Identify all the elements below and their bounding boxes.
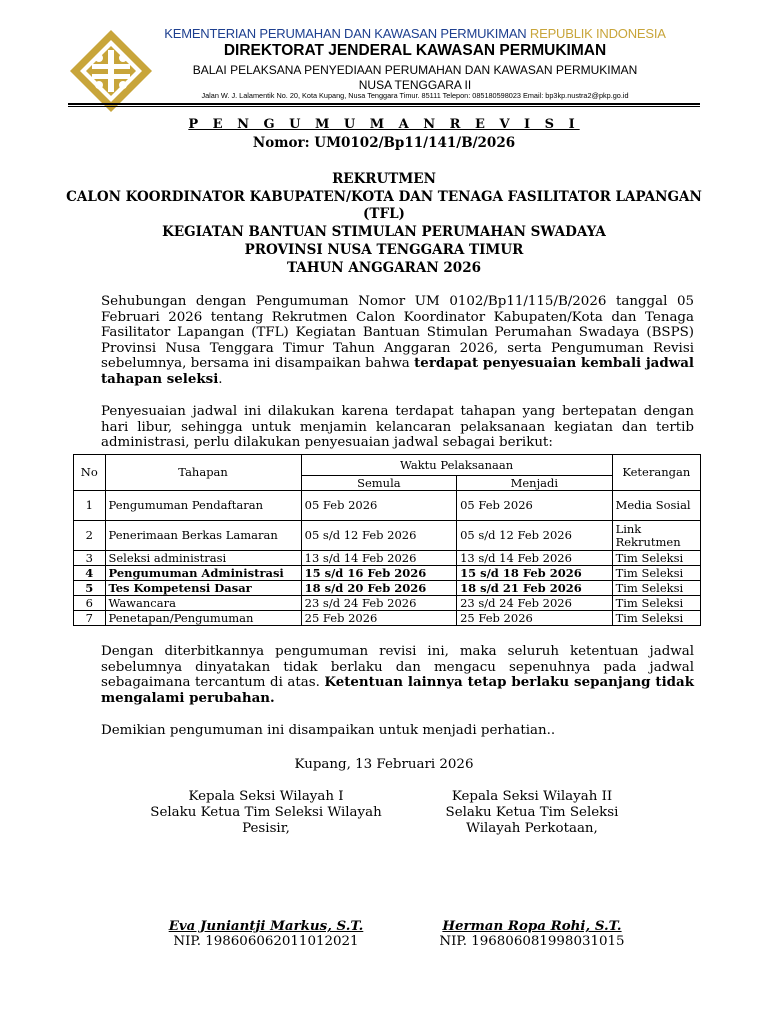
- row-menjadi: 23 s/d 24 Feb 2026: [457, 596, 612, 611]
- paragraph-intro-end: .: [218, 371, 223, 387]
- heading-line-5: PROVINSI NUSA TENGGARA TIMUR: [244, 242, 524, 258]
- row-tahapan: Pengumuman Pendaftaran: [105, 491, 301, 521]
- row-semula: 23 s/d 24 Feb 2026: [301, 596, 456, 611]
- signature-right-title-3: Wilayah Perkotaan,: [466, 821, 598, 836]
- signature-left-nip: NIP. 198606062011012021: [173, 934, 359, 949]
- row-no: 1: [74, 491, 106, 521]
- row-no: 6: [74, 596, 106, 611]
- table-row: [74, 551, 701, 566]
- row-tahapan: Seleksi administrasi: [105, 551, 301, 566]
- signature-right-title-1: Kepala Seksi Wilayah II: [451, 789, 613, 804]
- balai-name: BALAI PELAKSANA PENYEDIAAN PERUMAHAN DAN KAWASAN PERMUKIMAN: [192, 63, 638, 77]
- row-semula: 13 s/d 14 Feb 2026: [301, 551, 456, 566]
- row-tahapan: Wawancara: [105, 596, 301, 611]
- row-tahapan: Pengumuman Administrasi: [105, 566, 301, 581]
- row-semula: 25 Feb 2026: [301, 611, 456, 626]
- paragraph-conclusion-bold: Ketentuan lainnya tetap berlaku sepanjang tidak mengalami perubahan.: [101, 674, 694, 706]
- row-semula: 05 s/d 12 Feb 2026: [301, 521, 456, 551]
- paragraph-intro-text: Sehubungan dengan Pengumuman Nomor UM 0102/Bp11/115/B/2026 tanggal 05 Februari 2026 tentang Rekrutmen Calon Koordinator Kabupaten/Kota dan Tenaga Fasilitator Lapangan (TFL) Kegiatan Bantuan Stimulan Perumahan Swadaya (BSPS) Provinsi Nusa Tenggara Timur Tahun Anggaran 2026, serta Pengumuman Revisi sebelumnya, bersama ini disampaikan bahwa: [101, 294, 694, 372]
- signature-right-block: [392, 918, 672, 950]
- heading-line-6: TAHUN ANGGARAN 2026: [286, 260, 481, 276]
- directorate-name: DIREKTORAT JENDERAL KAWASAN PERMUKIMAN: [223, 42, 607, 59]
- paragraph-reason: Penyesuaian jadwal ini dilakukan karena terdapat tahapan yang bertepatan dengan hari libur, sehingga untuk menjamin kelancaran pelaksanaan kegiatan dan tertib administrasi, perlu dilakukan penyesuaian jadwal sebagai berikut:: [101, 404, 694, 451]
- row-keterangan: Tim Seleksi: [612, 611, 700, 626]
- letterhead-divider-thin: [68, 106, 700, 107]
- paragraph-intro-bold: terdapat penyesuaian kembali jadwal tahapan seleksi: [101, 355, 695, 387]
- signature-right: [392, 789, 672, 837]
- row-semula: 18 s/d 20 Feb 2026: [301, 581, 456, 596]
- row-keterangan: Media Sosial: [612, 491, 700, 521]
- row-tahapan: Penetapan/Pengumuman: [105, 611, 301, 626]
- announcement-title: P E N G U M U M A N R E V I S I: [188, 117, 580, 132]
- paragraph-closing: Demikian pengumuman ini disampaikan untuk menjadi perhatian..: [101, 723, 556, 738]
- ministry-label: KEMENTERIAN PERUMAHAN DAN KAWASAN PERMUKIMAN: [164, 26, 527, 41]
- letterhead: [150, 26, 680, 92]
- ministry-suffix: REPUBLIK INDONESIA: [529, 26, 666, 41]
- row-no: 5: [74, 581, 106, 596]
- header-keterangan: Keterangan: [612, 455, 700, 491]
- row-tahapan: Penerimaan Berkas Lamaran: [105, 521, 301, 551]
- signature-right-name: Herman Ropa Rohi, S.T.: [442, 918, 622, 934]
- heading-line-1: REKRUTMEN: [332, 171, 436, 187]
- signature-left-title-3: Pesisir,: [242, 821, 290, 836]
- letterhead-divider: [68, 103, 700, 105]
- signature-left-block: [126, 918, 406, 950]
- row-tahapan: Tes Kompetensi Dasar: [105, 581, 301, 596]
- signature-left: [126, 789, 406, 837]
- header-waktu: Waktu Pelaksanaan: [301, 455, 612, 476]
- ministry-logo-icon: [68, 28, 154, 114]
- header-semula: Semula: [301, 476, 456, 491]
- heading-line-3: (TFL): [363, 206, 405, 222]
- region-name: NUSA TENGGARA II: [358, 78, 472, 92]
- table-row: [74, 521, 701, 551]
- row-menjadi: 15 s/d 18 Feb 2026: [457, 566, 612, 581]
- row-semula: 15 s/d 16 Feb 2026: [301, 566, 456, 581]
- row-menjadi: 05 Feb 2026: [457, 491, 612, 521]
- announcement-number: Nomor: UM0102/Bp11/141/B/2026: [252, 135, 516, 151]
- place-date: Kupang, 13 Februari 2026: [294, 757, 474, 772]
- paragraph-intro: [101, 294, 694, 388]
- row-no: 7: [74, 611, 106, 626]
- heading-line-2: CALON KOORDINATOR KABUPATEN/KOTA DAN TENAGA FASILITATOR LAPANGAN: [66, 189, 702, 205]
- row-keterangan: Link Rekrutmen: [612, 521, 700, 551]
- schedule-table: [73, 454, 701, 626]
- signature-right-title-2: Selaku Ketua Tim Seleksi: [445, 805, 619, 820]
- row-menjadi: 18 s/d 21 Feb 2026: [457, 581, 612, 596]
- header-menjadi: Menjadi: [457, 476, 612, 491]
- table-row: [74, 581, 701, 596]
- signature-left-title-2: Selaku Ketua Tim Seleksi Wilayah: [150, 805, 382, 820]
- header-tahapan: Tahapan: [105, 455, 301, 491]
- row-keterangan: Tim Seleksi: [612, 566, 700, 581]
- row-keterangan: Tim Seleksi: [612, 551, 700, 566]
- table-row: [74, 566, 701, 581]
- table-row: [74, 491, 701, 521]
- ministry-name: [150, 26, 680, 41]
- row-menjadi: 25 Feb 2026: [457, 611, 612, 626]
- row-menjadi: 13 s/d 14 Feb 2026: [457, 551, 612, 566]
- table-row: [74, 596, 701, 611]
- row-no: 2: [74, 521, 106, 551]
- table-row: [74, 611, 701, 626]
- header-no: No: [74, 455, 106, 491]
- signature-left-title-1: Kepala Seksi Wilayah I: [188, 789, 344, 804]
- signature-left-name: Eva Juniantji Markus, S.T.: [168, 918, 364, 934]
- heading-line-4: KEGIATAN BANTUAN STIMULAN PERUMAHAN SWADAYA: [162, 224, 606, 240]
- letterhead-address: Jalan W. J. Lalamentik No. 20, Kota Kupang, Nusa Tenggara Timur. 85111 Telepon: 085180598023 Email: bp3kp.nustra2@pkp.go.id: [201, 91, 629, 100]
- paragraph-conclusion: [101, 644, 694, 706]
- row-keterangan: Tim Seleksi: [612, 581, 700, 596]
- paragraph-conclusion-text: Dengan diterbitkannya pengumuman revisi ini, maka seluruh ketentuan jadwal sebelumnya dinyatakan tidak berlaku dan mengacu sepenuhnya pada jadwal sebagaimana tercantum di atas.: [101, 644, 694, 691]
- row-semula: 05 Feb 2026: [301, 491, 456, 521]
- row-no: 3: [74, 551, 106, 566]
- row-menjadi: 05 s/d 12 Feb 2026: [457, 521, 612, 551]
- row-no: 4: [74, 566, 106, 581]
- row-keterangan: Tim Seleksi: [612, 596, 700, 611]
- signature-right-nip: NIP. 196806081998031015: [439, 934, 625, 949]
